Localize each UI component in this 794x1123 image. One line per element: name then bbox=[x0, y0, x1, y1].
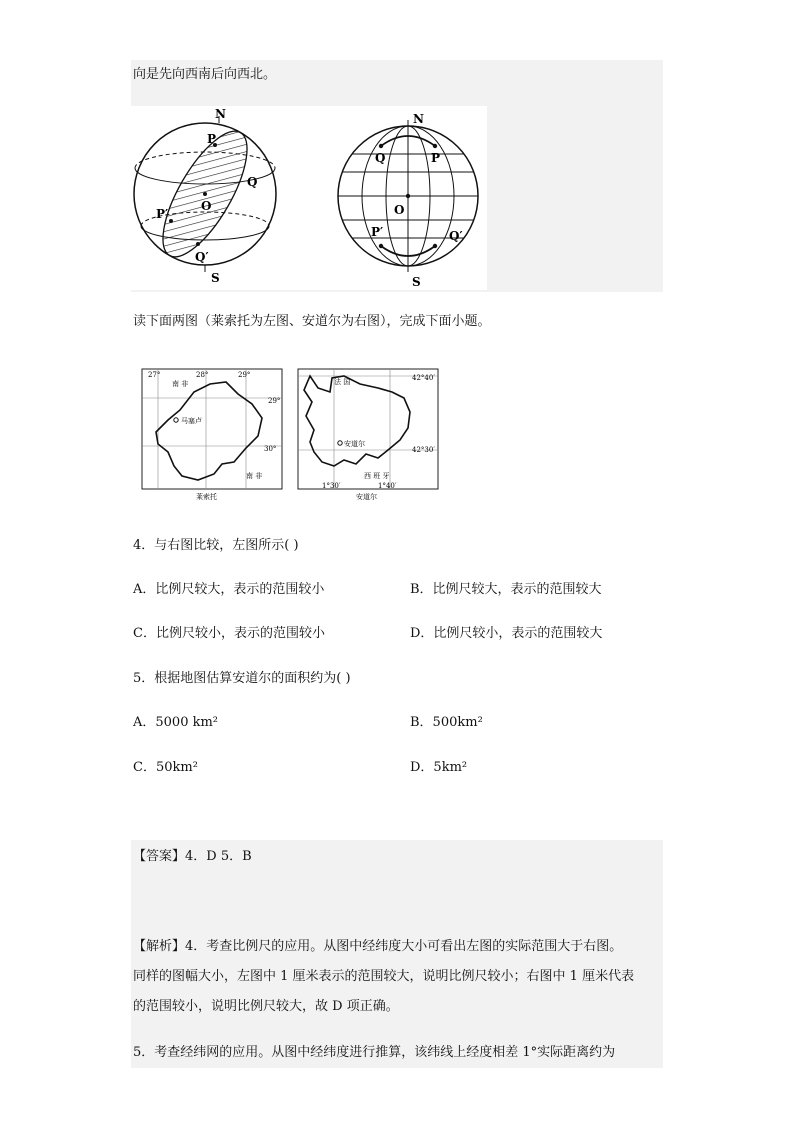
lesotho-lat-2: 30° bbox=[264, 445, 277, 453]
right-o-label: O bbox=[394, 203, 405, 217]
q4-option-a: A．比例尺较大，表示的范围较小 bbox=[133, 582, 325, 597]
andorra-north-label: 法 国 bbox=[334, 378, 351, 386]
left-p2-label: P′ bbox=[156, 207, 169, 221]
right-q-label: Q bbox=[375, 151, 386, 165]
maps-figure bbox=[138, 366, 442, 504]
q5-stem: 5．根据地图估算安道尔的面积约为( ) bbox=[133, 671, 351, 686]
left-n-label: N bbox=[215, 107, 226, 121]
andorra-south-label: 西 班 牙 bbox=[364, 472, 390, 480]
andorra-lon-2: 1°40′ bbox=[378, 482, 397, 490]
right-q2-label: Q′ bbox=[449, 229, 463, 243]
q5-option-a: A．5000 km² bbox=[133, 715, 219, 730]
lesotho-map bbox=[142, 369, 282, 501]
andorra-lon-1: 1°30′ bbox=[322, 482, 341, 490]
left-o-label: O bbox=[201, 199, 212, 213]
q5-option-c: C．50km² bbox=[133, 760, 198, 775]
left-p-label: P bbox=[207, 132, 217, 146]
andorra-lat-1: 42°40′ bbox=[412, 374, 435, 382]
left-s-label: S bbox=[211, 271, 220, 285]
left-q2-label: Q′ bbox=[195, 250, 209, 264]
q4-option-b: B．比例尺较大，表示的范围较大 bbox=[410, 582, 602, 597]
lesotho-lon-2: 28° bbox=[196, 371, 209, 379]
analysis-line-3: 的范围较小，说明比例尺较大，故 D 项正确。 bbox=[133, 999, 399, 1014]
sphere-figure bbox=[131, 106, 487, 290]
right-n-label: N bbox=[413, 112, 424, 126]
lesotho-lat-1: 29° bbox=[268, 397, 281, 405]
andorra-lat-2: 42°30′ bbox=[412, 446, 435, 454]
lesotho-north-label: 南 非 bbox=[172, 380, 189, 388]
right-p2-label: P′ bbox=[371, 225, 384, 239]
q5-option-d: D．5km² bbox=[410, 760, 468, 775]
right-p-label: P bbox=[431, 151, 441, 165]
lesotho-lon-3: 29° bbox=[238, 371, 251, 379]
right-sphere bbox=[338, 112, 478, 289]
andorra-caption: 安道尔 bbox=[356, 493, 377, 501]
lesotho-lon-1: 27° bbox=[148, 371, 161, 379]
lesotho-south-label: 南 非 bbox=[246, 472, 263, 480]
top-text: 向是先向西南后向西北。 bbox=[133, 67, 277, 82]
andorra-city: 安道尔 bbox=[344, 440, 365, 448]
q4-option-c: C．比例尺较小，表示的范围较小 bbox=[133, 626, 325, 641]
left-q-label: Q bbox=[247, 175, 258, 189]
intro-text: 读下面两图（莱索托为左图、安道尔为右图），完成下面小题。 bbox=[133, 314, 491, 329]
andorra-map bbox=[298, 369, 438, 501]
right-s-label: S bbox=[412, 275, 421, 289]
q4-option-d: D．比例尺较小，表示的范围较大 bbox=[410, 626, 603, 641]
lesotho-city: 马塞卢 bbox=[181, 417, 202, 425]
analysis-line-2: 同样的图幅大小，左图中 1 厘米表示的范围较大，说明比例尺较小；右图中 1 厘米代表 bbox=[133, 969, 635, 984]
analysis-line-4: 5．考查经纬网的应用。从图中经纬度进行推算，该纬线上经度相差 1°实际距离约为 bbox=[133, 1045, 616, 1060]
q5-option-b: B．500km² bbox=[410, 715, 483, 730]
answer-text: 【答案】4．D 5．B bbox=[133, 849, 252, 864]
lesotho-caption: 莱索托 bbox=[196, 493, 217, 501]
q4-stem: 4．与右图比较，左图所示( ) bbox=[133, 538, 299, 553]
analysis-line-1: 【解析】4．考查比例尺的应用。从图中经纬度大小可看出左图的实际范围大于右图。 bbox=[133, 939, 623, 954]
left-sphere bbox=[134, 107, 276, 285]
